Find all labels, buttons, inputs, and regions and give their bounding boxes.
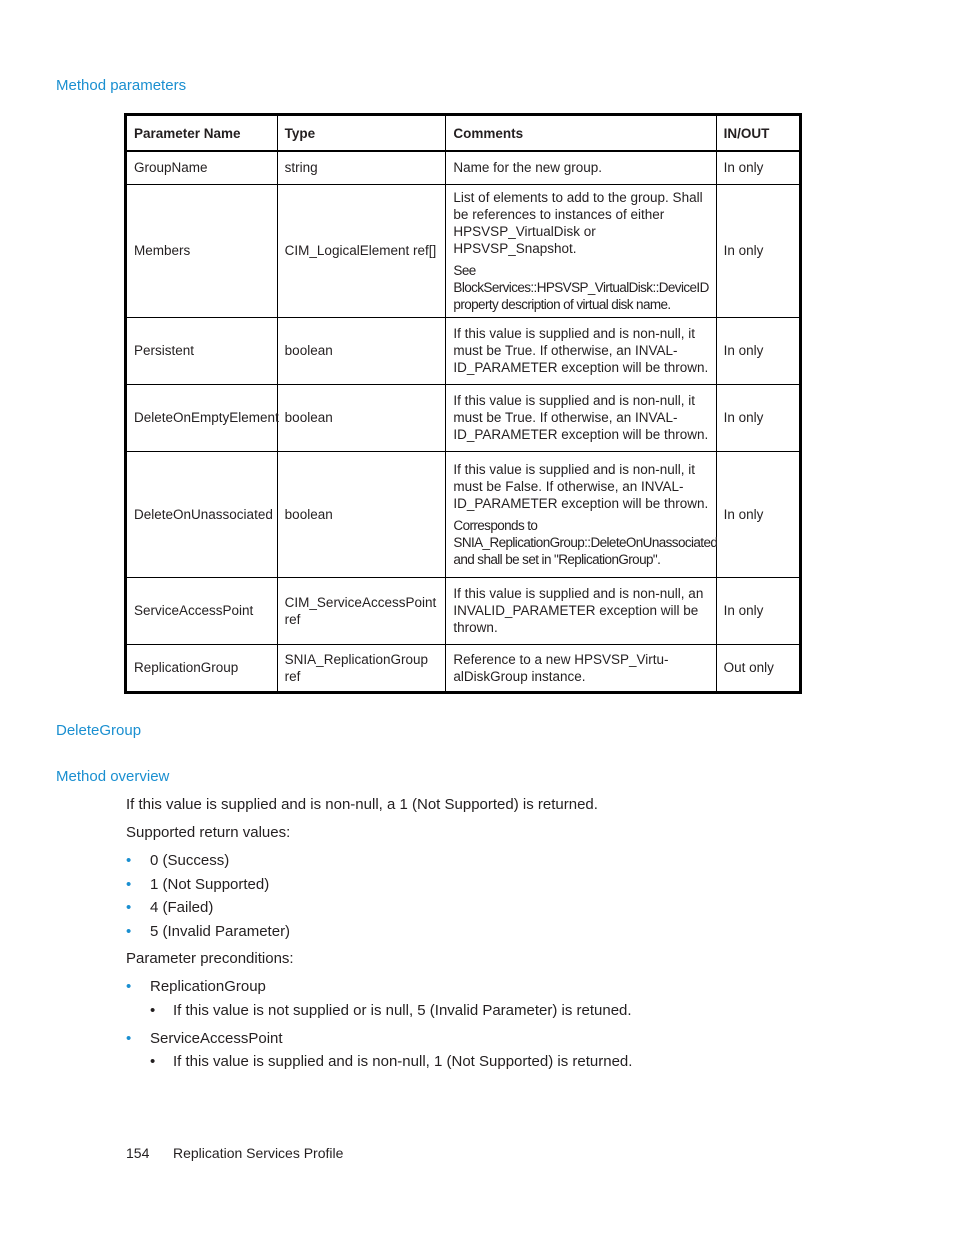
param-name-cell: ReplicationGroup (126, 644, 278, 692)
bullet-icon: • (126, 852, 132, 869)
column-header: Parameter Name (126, 115, 278, 152)
param-name-cell: ServiceAccessPoint (126, 577, 278, 644)
comment-paragraph: If this value is supplied and is non-null, it must be False. If otherwise, an INVAL-ID_PARAMETER exception will be thrown. (453, 461, 709, 511)
bullet-icon: • (126, 922, 132, 940)
param-inout-cell: In only (716, 317, 800, 384)
table-row (126, 644, 801, 692)
return-value-text: 4 (Failed) (150, 899, 214, 916)
param-name-cell: GroupName (126, 151, 278, 184)
param-name-cell: Members (126, 184, 278, 317)
comment-paragraph: Reference to a new HPSVSP_Virtu-alDiskGroup instance. (453, 651, 669, 684)
param-inout-cell: In only (716, 184, 800, 317)
overview-text: If this value is supplied and is non-null, a 1 (Not Supported) is returned. (126, 796, 598, 813)
param-inout-cell: In only (716, 577, 800, 644)
bullet-icon: • (150, 1053, 156, 1070)
param-name-cell: Persistent (126, 317, 278, 384)
param-comment-cell (446, 184, 716, 317)
parameters-table (124, 113, 802, 694)
comment-paragraph: See BlockServices::HPSVSP_VirtualDisk::DeviceID property description of virtual disk name. (453, 262, 709, 312)
bullet-icon: • (126, 978, 132, 995)
precondition-detail (150, 1053, 632, 1070)
param-comment-cell (446, 317, 716, 384)
list-item (126, 896, 290, 920)
list-item (126, 920, 290, 944)
table-row (126, 577, 801, 644)
table-row (126, 384, 801, 451)
param-comment-cell (446, 384, 716, 451)
table-row (126, 317, 801, 384)
section-heading-deletegroup: DeleteGroup (56, 722, 142, 739)
table-row (126, 184, 801, 317)
comment-paragraph: If this value is supplied and is non-null, it must be True. If otherwise, an INVAL-ID_PARAMETER exception will be thrown. (453, 326, 709, 375)
param-inout-cell: Out only (716, 644, 800, 692)
list-item (126, 873, 290, 897)
param-inout-cell: In only (716, 151, 800, 184)
param-inout-cell: In only (716, 451, 800, 577)
footer-title: Replication Services Profile (173, 1145, 344, 1161)
column-header: Comments (446, 115, 716, 152)
list-item (126, 849, 290, 873)
precondition-detail (150, 1002, 632, 1019)
return-value-text: 0 (Success) (150, 852, 230, 869)
comment-paragraph: If this value is supplied and is non-null, it must be True. If otherwise, an INVAL-ID_PARAMETER exception will be thrown. (453, 393, 709, 442)
param-name-cell: DeleteOnEmptyElement (126, 384, 278, 451)
return-value-text: 1 (Not Supported) (150, 875, 270, 893)
section-heading-method-parameters: Method parameters (56, 77, 187, 94)
section-heading-method-overview: Method overview (56, 768, 170, 785)
param-comment-cell (446, 151, 716, 184)
return-value-text: 5 (Invalid Parameter) (150, 922, 291, 940)
param-type-cell: CIM_ServiceAccessPoint ref (277, 577, 446, 644)
return-values-list (126, 849, 290, 943)
bullet-icon: • (150, 1002, 156, 1019)
comment-paragraph: Corresponds to SNIA_ReplicationGroup::DeleteOnUnassociated and shall be set in "ReplicationGroup". (453, 517, 718, 567)
comment-paragraph: If this value is supplied and is non-null, an INVALID_PARAMETER exception will be thrown. (453, 586, 704, 635)
table-row (126, 151, 801, 184)
param-comment-cell (446, 644, 716, 692)
param-type-cell: string (277, 151, 446, 184)
precondition-name: ServiceAccessPoint (150, 1030, 283, 1047)
supported-return-values-label: Supported return values: (126, 824, 291, 841)
precondition-item (126, 1030, 283, 1047)
comment-paragraph: Name for the new group. (453, 160, 603, 176)
param-type-cell: boolean (277, 451, 446, 577)
param-inout-cell: In only (716, 384, 800, 451)
page-number: 154 (126, 1145, 150, 1161)
precondition-detail-text: If this value is not supplied or is null, 5 (Invalid Parameter) is retuned. (173, 1002, 632, 1019)
bullet-icon: • (126, 875, 132, 893)
column-header: Type (277, 115, 446, 152)
comment-paragraph: List of elements to add to the group. Shall be references to instances of either HPSVSP_VirtualDisk or HPSVSP_Snapshot. (453, 189, 703, 256)
param-type-cell: boolean (277, 317, 446, 384)
bullet-icon: • (126, 899, 132, 916)
parameter-preconditions-label: Parameter preconditions: (126, 950, 294, 967)
column-header: IN/OUT (716, 115, 800, 152)
param-type-cell: SNIA_ReplicationGroup ref (277, 644, 446, 692)
param-type-cell: CIM_LogicalElement ref[] (277, 184, 446, 317)
bullet-icon: • (126, 1030, 132, 1047)
precondition-name: ReplicationGroup (150, 978, 266, 995)
precondition-item (126, 978, 266, 995)
param-type-cell: boolean (277, 384, 446, 451)
table-header-row (126, 115, 801, 152)
param-comment-cell (446, 451, 716, 577)
param-name-cell: DeleteOnUnassociated (126, 451, 278, 577)
precondition-detail-text: If this value is supplied and is non-null, 1 (Not Supported) is returned. (173, 1053, 633, 1070)
param-comment-cell (446, 577, 716, 644)
table-row (126, 451, 801, 577)
